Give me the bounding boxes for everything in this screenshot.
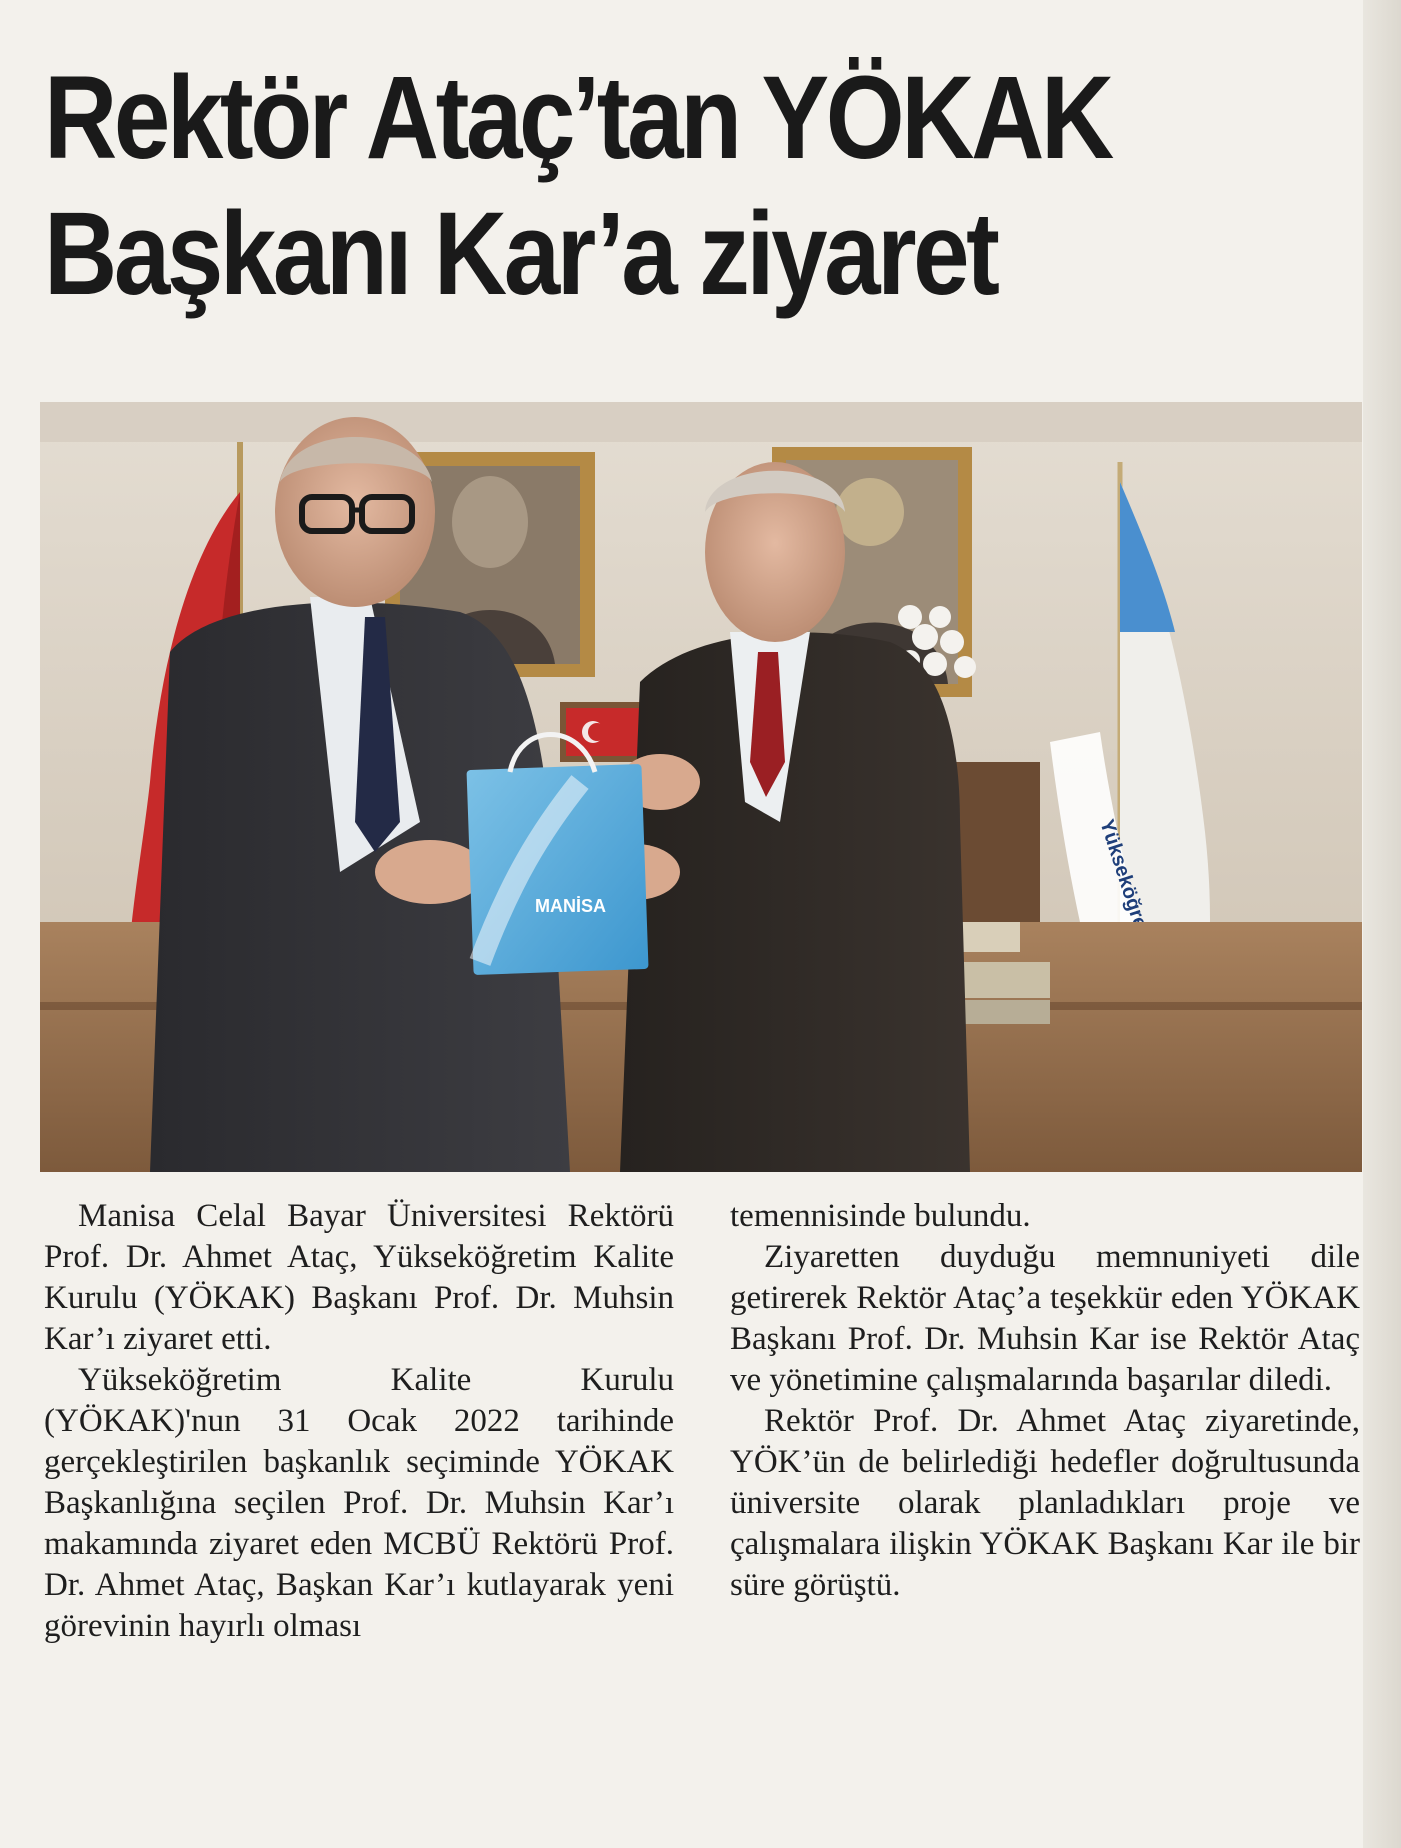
- article-headline: [44, 50, 1179, 322]
- paragraph-continuation: temennisinde bulundu.: [730, 1198, 1031, 1234]
- headline-line-2: Başkanı Kar’a ziyaret: [44, 188, 997, 320]
- article-column-right: [730, 1196, 1360, 1606]
- paragraph: Manisa Celal Bayar Üniversitesi Rektörü Prof. Dr. Ahmet Ataç, Yükseköğretim Kalite Kurulu (YÖKAK) Başkanı Prof. Dr. Muhsin Kar’ı ziyaret etti.: [44, 1198, 674, 1357]
- desk-flag: [560, 702, 650, 762]
- paragraph: Rektör Prof. Dr. Ahmet Ataç ziyaretinde, YÖK’ün de belirlediği hedefler doğrultusunda üniversite olarak planladıkları proje ve çalışmalara ilişkin YÖKAK Başkanı Kar ile bir süre görüştü.: [730, 1403, 1360, 1603]
- headline-line-1: Rektör Ataç’tan YÖKAK: [44, 52, 1111, 184]
- paragraph: Ziyaretten duyduğu memnuniyeti dile getirerek Rektör Ataç’a teşekkür eden YÖKAK Başkanı Prof. Dr. Muhsin Kar ise Rektör Ataç ve yönetimine çalışmalarında başarılar diledi.: [730, 1239, 1360, 1398]
- svg-text:MANİSA: MANİSA: [535, 896, 606, 916]
- gift-bag: [466, 735, 648, 975]
- paragraph: Yükseköğretim Kalite Kurulu (YÖKAK)'nun 31 Ocak 2022 tarihinde gerçekleştirilen başkanlık seçiminde YÖKAK Başkanlığına seçilen Prof. Dr. Muhsin Kar’ı makamında ziyaret eden MCBÜ Rektörü Prof. Dr. Ahmet Ataç, Başkan Kar’ı kutlayarak yeni görevinin hayırlı olması: [44, 1362, 674, 1644]
- article-column-left: [44, 1196, 674, 1647]
- article-photo: [40, 402, 1362, 1172]
